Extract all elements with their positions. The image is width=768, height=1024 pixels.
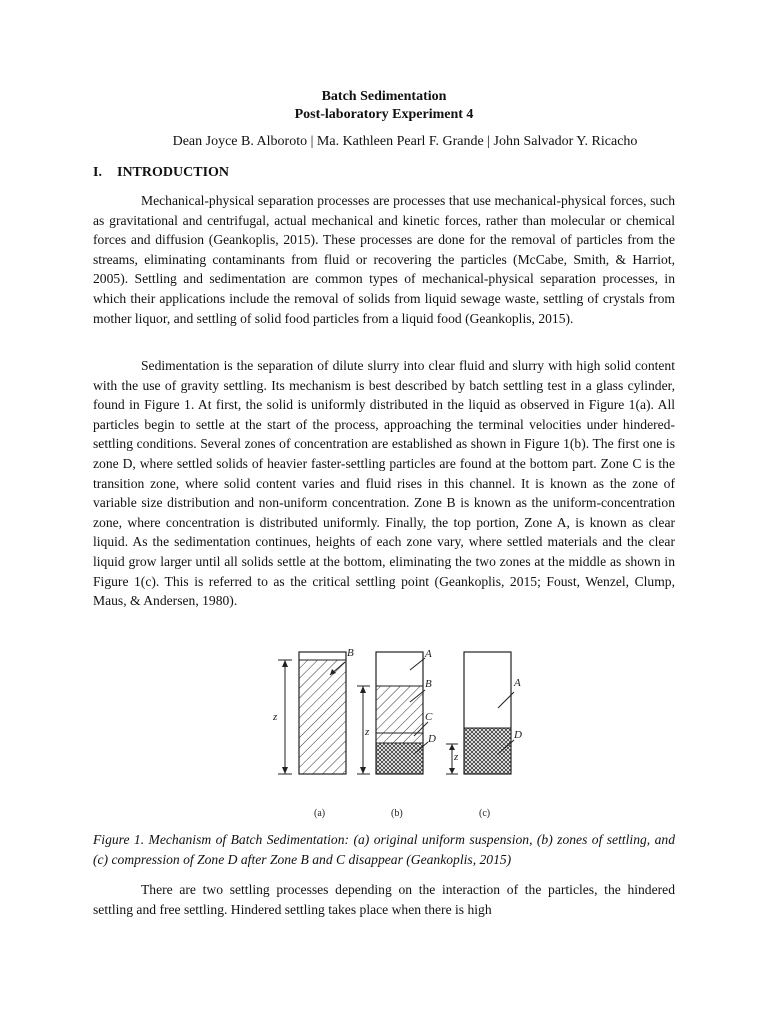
label-b-A: A bbox=[425, 648, 432, 660]
section-title: INTRODUCTION bbox=[117, 165, 230, 180]
cylinder-b bbox=[357, 652, 428, 774]
label-a-B: B bbox=[347, 647, 354, 659]
document-subtitle: Post-laboratory Experiment 4 bbox=[294, 107, 474, 122]
label-b-B: B bbox=[425, 678, 432, 690]
subfigure-a-label: (a) bbox=[314, 808, 326, 819]
figure-1-diagram bbox=[268, 640, 530, 826]
paragraph-intro-2: Sedimentation is the separation of dilute slurry into clear fluid and slurry with high solid content with the use of gravity settling. Its mechanism is best described by batch settling test in a glass cylinder, found in Figure 1. At first, the solid is uniformly distributed in the liquid as observed in Figure 1(a). All particles begin to settle at the start of the process, approaching the terminal velocities under hindered-settling conditions. Several zones of concentration are established as shown in Figure 1(b). The first one is zone D, where settled solids of heavier faster-settling particles are found at the bottom part. Zone C is the transition zone, where solid content varies and fluid rises in this channel. It is known as the zone of variable size distribution and non-uniform concentration. Zone B is known as the uniform-concentration zone, where concentration is distributed uniformly. Finally, the top portion, Zone A, is known as clear liquid. As the sedimentation continues, heights of each zone vary, where settled materials and the clear liquid grow larger until all solids settle at the bottom, eliminating the two zones at the middle as shown in Figure 1(c). This is referred to as the critical settling point (Geankoplis, 2015; Foust, Wenzel, Clump, Maus, & Andersen, 1980). bbox=[93, 358, 675, 609]
label-c-D: D bbox=[514, 729, 522, 741]
cylinder-a bbox=[278, 652, 346, 774]
figure-1 bbox=[268, 640, 530, 826]
document-title: Batch Sedimentation bbox=[321, 89, 447, 104]
label-c-A: A bbox=[514, 677, 521, 689]
subfigure-c-label: (c) bbox=[479, 808, 491, 819]
label-b-D: D bbox=[428, 733, 436, 745]
paragraph-intro-3: There are two settling processes depending on the interaction of the particles, the hindered settling and free settling. Hindered settling takes place when there is high bbox=[93, 882, 675, 917]
section-number: I. bbox=[93, 165, 102, 180]
label-b-z: z bbox=[365, 726, 370, 738]
label-c-z: z bbox=[454, 751, 459, 763]
figure-1-caption: Figure 1. Mechanism of Batch Sedimentation: (a) original uniform suspension, (b) zones of settling, and (c) compression of Zone D after Zone B and C disappear (Geankoplis, 2015) bbox=[93, 832, 675, 867]
section-heading bbox=[93, 164, 229, 182]
label-a-z: z bbox=[273, 711, 278, 723]
subfigure-b-label: (b) bbox=[391, 808, 403, 819]
authors-line: Dean Joyce B. Alboroto | Ma. Kathleen Pearl F. Grande | John Salvador Y. Ricacho bbox=[172, 134, 638, 149]
label-b-C: C bbox=[425, 711, 433, 723]
paragraph-intro-1: Mechanical-physical separation processes are processes that use mechanical-physical forces, such as gravitational and centrifugal, actual mechanical and kinetic forces, rather than molecular or chemical forces and diffusion (Geankoplis, 2015). These processes are done for the removal of particles from the streams, eliminating contaminants from fluid or recovering the particles (McCabe, Smith, & Harriot, 2005). Settling and sedimentation are common types of mechanical-physical separation processes, in which their applications include the removal of solids from liquid sewage waste, settling of crystals from mother liquor, and settling of solid food particles from a liquid food (Geankoplis, 2015). bbox=[93, 193, 675, 326]
